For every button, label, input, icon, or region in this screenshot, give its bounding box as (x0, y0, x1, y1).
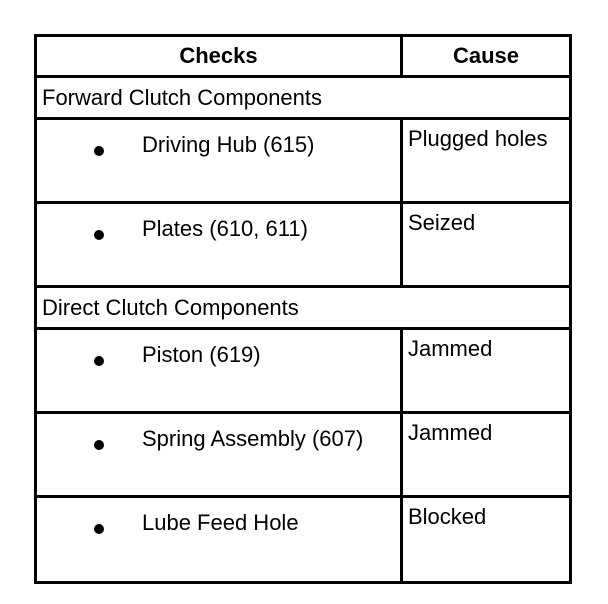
section-title: Direct Clutch Components (37, 288, 569, 330)
bullet-icon (94, 440, 104, 450)
bullet-icon (94, 524, 104, 534)
cause-label: Plugged holes (403, 120, 569, 204)
section-title: Forward Clutch Components (37, 78, 569, 120)
header-cause: Cause (403, 37, 569, 78)
check-label: Driving Hub (615) (142, 132, 315, 157)
check-label: Plates (610, 611) (142, 216, 308, 241)
cause-label: Jammed (403, 414, 569, 498)
bullet-icon (94, 230, 104, 240)
table-row-check (37, 414, 403, 498)
bullet-icon (94, 356, 104, 366)
bullet-icon (94, 146, 104, 156)
header-checks: Checks (37, 37, 403, 78)
table-row-check (37, 498, 403, 581)
table-row-check (37, 120, 403, 204)
cause-label: Jammed (403, 330, 569, 414)
check-label: Lube Feed Hole (142, 510, 299, 535)
check-label: Spring Assembly (607) (142, 426, 364, 451)
table-row-check (37, 330, 403, 414)
check-label: Piston (619) (142, 342, 261, 367)
cause-label: Seized (403, 204, 569, 288)
checks-cause-table (34, 34, 572, 584)
table-row-check (37, 204, 403, 288)
cause-label: Blocked (408, 504, 487, 529)
